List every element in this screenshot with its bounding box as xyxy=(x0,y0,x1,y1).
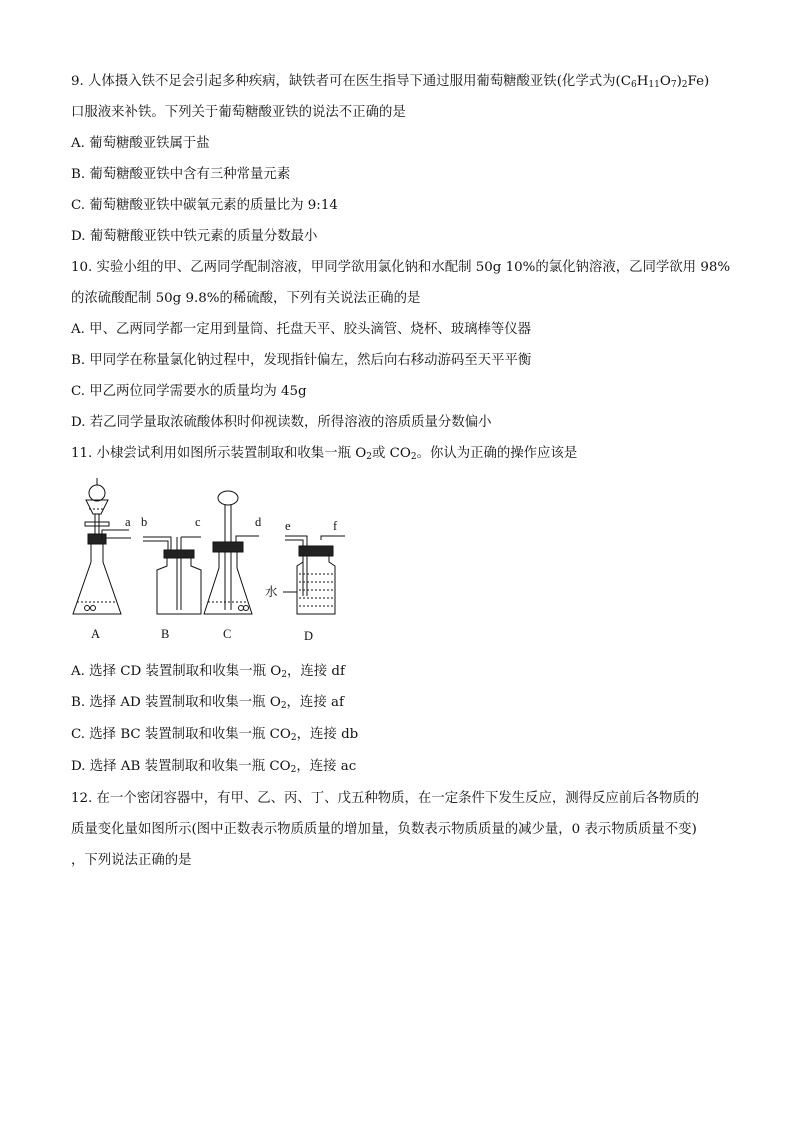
water-label: 水 xyxy=(265,585,278,599)
q10-option-c: C. 甲乙两位同学需要水的质量均为 45g xyxy=(71,384,307,399)
port-label-e: e xyxy=(285,519,291,533)
q10-stem-line-2: 的浓硫酸配制 50g 9.8%的稀硫酸，下列有关说法正确的是 xyxy=(71,291,421,306)
q12-stem-line-2: 质量变化量如图所示(图中正数表示物质质量的增加量，负数表示物质质量的减少量，0 表示物质质量不变) xyxy=(71,822,697,837)
apparatus-label-b: B xyxy=(161,627,170,641)
port-label-c: c xyxy=(195,515,201,529)
q10-option-b: B. 甲同学在称量氯化钠过程中，发现指针偏左，然后向右移动游码至天平平衡 xyxy=(71,353,532,368)
q11-option-a: A. 选择 CD 装置制取和收集一瓶 $O_2$，连接 df xyxy=(71,664,345,680)
apparatus-label-c: C xyxy=(223,627,232,641)
q9-option-a: A. 葡萄糖酸亚铁属于盐 xyxy=(71,136,210,151)
q9-option-b: B. 葡萄糖酸亚铁中含有三种常量元素 xyxy=(71,167,291,182)
q12-stem-line-1: 12. 在一个密闭容器中，有甲、乙、丙、丁、戊五种物质，在一定条件下发生反应，测得反应前后各物质的 xyxy=(71,791,700,806)
q9-stem-line-2: 口服液来补铁。下列关于葡萄糖酸亚铁的说法不正确的是 xyxy=(71,105,406,120)
port-label-b: b xyxy=(141,515,148,529)
apparatus-label-a: A xyxy=(91,627,101,641)
q9-option-d: D. 葡萄糖酸亚铁中铁元素的质量分数最小 xyxy=(71,229,318,244)
q11-stem: 11. 小棣尝试利用如图所示装置制取和收集一瓶 $O_2$或 $CO_2$。你认为正确的操作应该是 xyxy=(71,446,578,462)
q11-option-b: B. 选择 AD 装置制取和收集一瓶 $O_2$，连接 af xyxy=(71,695,344,711)
q10-option-a: A. 甲、乙两同学都一定用到量筒、托盘天平、胶头滴管、烧杯、玻璃棒等仪器 xyxy=(71,322,532,337)
q10-option-d: D. 若乙同学量取浓硫酸体积时仰视读数，所得溶液的溶质质量分数偏小 xyxy=(71,415,492,430)
gas-apparatus-figure xyxy=(71,478,371,648)
q9-stem-line-1: 9. 人体摄入铁不足会引起多种疾病，缺铁者可在医生指导下通过服用葡萄糖酸亚铁(化学式为$(C_6H_{11}O_7)_2Fe$) xyxy=(71,74,710,90)
port-label-f: f xyxy=(333,519,338,533)
apparatus-label-d: D xyxy=(304,629,314,643)
q11-option-c: C. 选择 BC 装置制取和收集一瓶 $CO_2$，连接 db xyxy=(71,727,359,743)
port-label-d: d xyxy=(255,515,262,529)
q11-option-d: D. 选择 AB 装置制取和收集一瓶 $CO_2$，连接 ac xyxy=(71,759,357,775)
q10-stem-line-1: 10. 实验小组的甲、乙两同学配制溶液，甲同学欲用氯化钠和水配制 50g 10%的氯化钠溶液，乙同学欲用 98% xyxy=(71,260,731,275)
q12-stem-line-3: ，下列说法正确的是 xyxy=(71,853,192,868)
port-label-a: a xyxy=(125,515,131,529)
q9-option-c: C. 葡萄糖酸亚铁中碳氧元素的质量比为 9:14 xyxy=(71,198,338,213)
